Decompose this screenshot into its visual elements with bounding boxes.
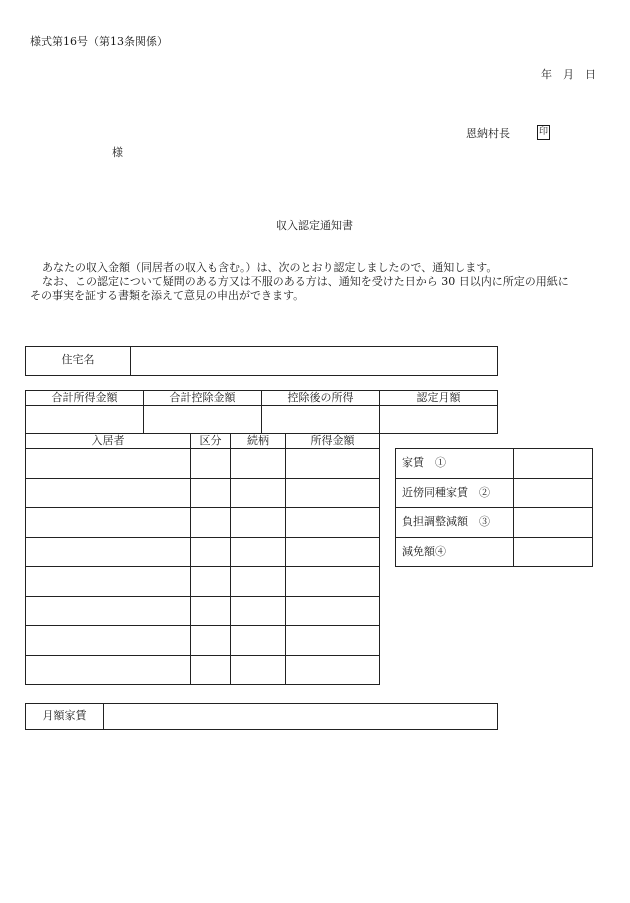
resident-relationship-cell[interactable]	[231, 656, 285, 684]
resident-category-cell[interactable]	[191, 626, 230, 655]
residents-header: 所得金額	[310, 434, 355, 447]
burden-adjustment-value-field[interactable]	[514, 508, 592, 537]
resident-category-cell[interactable]	[191, 449, 230, 478]
resident-income-cell[interactable]	[286, 538, 379, 566]
resident-name-cell[interactable]	[26, 449, 190, 478]
housing-name-label: 住宅名	[61, 353, 95, 366]
resident-income-cell[interactable]	[286, 656, 379, 684]
resident-relationship-cell[interactable]	[231, 567, 285, 596]
addressee-suffix: 様	[112, 146, 123, 159]
resident-relationship-cell[interactable]	[231, 597, 285, 625]
resident-relationship-cell[interactable]	[231, 538, 285, 566]
resident-income-cell[interactable]	[286, 508, 379, 537]
seal-mark: 印	[537, 125, 550, 140]
resident-income-cell[interactable]	[286, 567, 379, 596]
rent-label: 家賃 ①	[402, 456, 446, 469]
rent-value-field[interactable]	[514, 449, 592, 478]
resident-name-cell[interactable]	[26, 538, 190, 566]
housing-name-field[interactable]	[131, 347, 497, 375]
resident-relationship-cell[interactable]	[231, 449, 285, 478]
resident-name-cell[interactable]	[26, 597, 190, 625]
resident-income-cell[interactable]	[286, 626, 379, 655]
monthly-rent-label: 月額家賃	[42, 709, 87, 722]
reduction-amount-value-field[interactable]	[514, 538, 592, 566]
resident-category-cell[interactable]	[191, 479, 230, 507]
resident-category-cell[interactable]	[191, 656, 230, 684]
body-line-3: その事実を証する書類を添えて意見の申出ができます。	[30, 289, 305, 302]
total-income-field[interactable]	[26, 406, 143, 433]
resident-name-cell[interactable]	[26, 567, 190, 596]
resident-category-cell[interactable]	[191, 597, 230, 625]
body-line-2: なお、この認定について疑問のある方又は不服のある方は、通知を受けた日から 30 日以内に所定の用紙に	[42, 275, 569, 288]
burden-adjustment-label: 負担調整減額 ③	[402, 515, 490, 528]
resident-name-cell[interactable]	[26, 626, 190, 655]
resident-income-cell[interactable]	[286, 449, 379, 478]
date-line: 年 月 日	[541, 68, 596, 81]
income-summary-header: 合計所得金額	[51, 391, 118, 404]
resident-name-cell[interactable]	[26, 479, 190, 507]
certified-monthly-amount-field[interactable]	[380, 406, 497, 433]
resident-income-cell[interactable]	[286, 479, 379, 507]
body-paragraph	[30, 261, 605, 303]
resident-relationship-cell[interactable]	[231, 508, 285, 537]
residents-header: 続柄	[247, 434, 269, 447]
resident-income-cell[interactable]	[286, 597, 379, 625]
total-deduction-field[interactable]	[144, 406, 261, 433]
income-summary-header: 認定月額	[416, 391, 461, 404]
comparable-rent-value-field[interactable]	[514, 479, 592, 507]
resident-name-cell[interactable]	[26, 508, 190, 537]
income-summary-header: 控除後の所得	[287, 391, 354, 404]
form-number: 様式第16号（第13条関係）	[30, 35, 168, 48]
residents-header: 入居者	[91, 434, 125, 447]
reduction-amount-label: 減免額④	[402, 545, 446, 558]
body-line-1: あなたの収入金額（同居者の収入も含む。）は、次のとおり認定しましたので、通知します。	[42, 261, 498, 274]
monthly-rent-field[interactable]	[104, 704, 497, 729]
residents-header: 区分	[199, 434, 222, 447]
resident-category-cell[interactable]	[191, 538, 230, 566]
resident-category-cell[interactable]	[191, 567, 230, 596]
income-summary-header: 合計控除金額	[169, 391, 236, 404]
income-after-deduction-field[interactable]	[262, 406, 379, 433]
resident-relationship-cell[interactable]	[231, 626, 285, 655]
issuer-name: 恩納村長	[466, 127, 510, 140]
document-title: 収入認定通知書	[276, 219, 353, 232]
resident-category-cell[interactable]	[191, 508, 230, 537]
resident-relationship-cell[interactable]	[231, 479, 285, 507]
resident-name-cell[interactable]	[26, 656, 190, 684]
comparable-rent-label: 近傍同種家賃 ②	[402, 486, 490, 499]
